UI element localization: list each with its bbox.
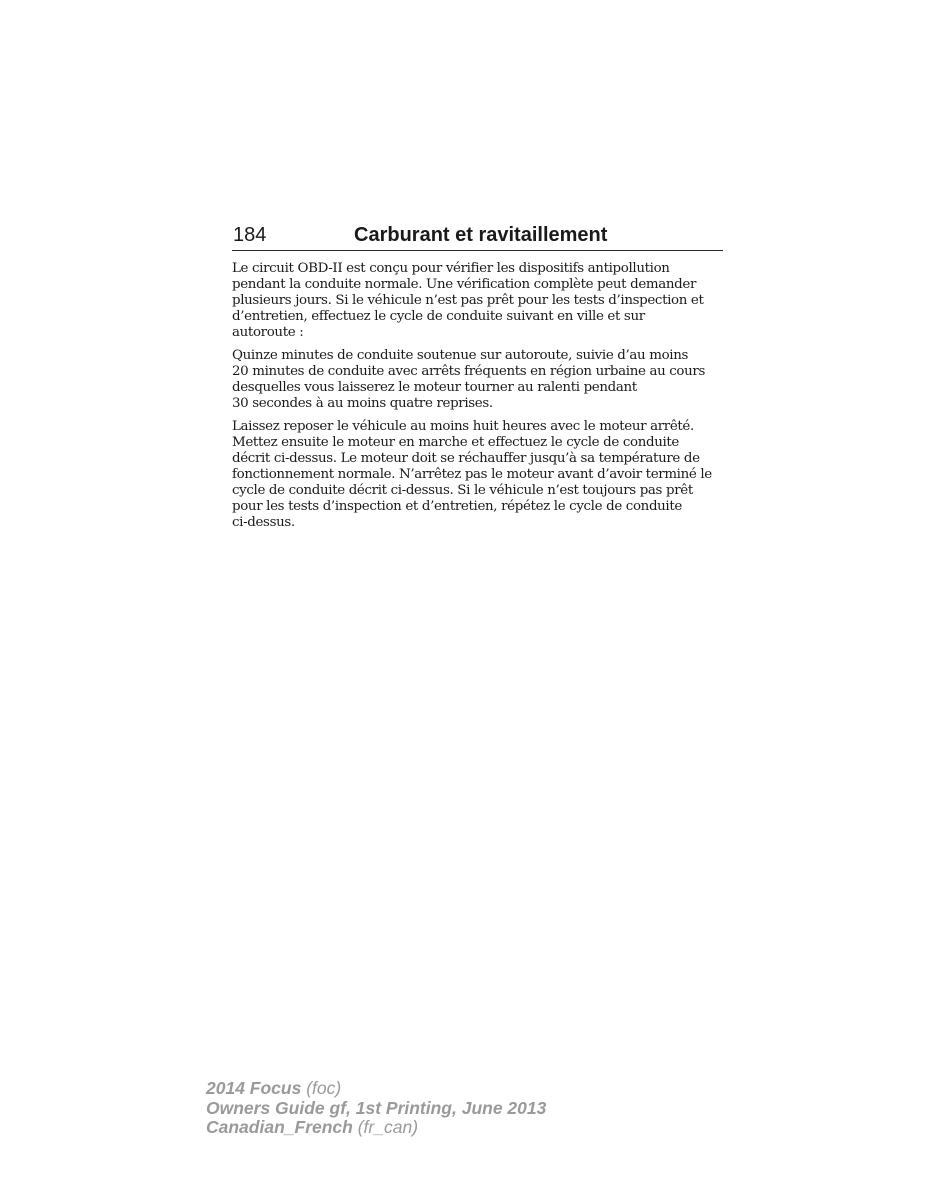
footer-model: 2014 Focus [206,1078,302,1098]
footer-line-language [206,1118,546,1138]
paragraph-obd-intro: Le circuit OBD-II est conçu pour vérifier les dispositifs antipollution pendant la conduite normale. Une vérification complète peut demander plusieurs jours. Si le véhicule n’est pas prêt pour les tests d’inspection et d’entretien, effectuez le cycle de conduite suivant en ville et sur autoroute : [232,261,704,340]
footer-model-code: (foc) [306,1078,342,1098]
footer-line-printing [206,1099,546,1119]
body-text [232,261,724,538]
page-number: 184 [233,224,267,246]
paragraph-rest-and-repeat: Laissez reposer le véhicule au moins huit heures avec le moteur arrêté. Mettez ensuite le moteur en marche et effectuez le cycle de conduite décrit ci-dessus. Le moteur doit se réchauffer jusqu’à sa température de fonctionnement normale. N’arrêtez pas le moteur avant d’avoir terminé le cycle de conduite décrit ci-dessus. Si le véhicule n’est toujours pas prêt pour les tests d’inspection et d’entretien, répétez le cycle de conduite ci-dessus. [232,419,712,530]
section-title: Carburant et ravitaillement [354,224,608,246]
footer-language-code: (fr_can) [357,1117,419,1137]
footer-printing: Owners Guide gf, 1st Printing, June 2013 [206,1097,547,1118]
footer-language: Canadian_French [206,1117,353,1137]
document-footer [206,1079,546,1138]
paragraph-driving-cycle: Quinze minutes de conduite soutenue sur autoroute, suivie d’au moins 20 minutes de conduite avec arrêts fréquents en région urbaine au cours desquelles vous laisserez le moteur tourner au ralenti pendant 30 secondes à au moins quatre reprises. [232,348,705,411]
page-header [232,222,723,251]
footer-line-model [206,1079,546,1099]
